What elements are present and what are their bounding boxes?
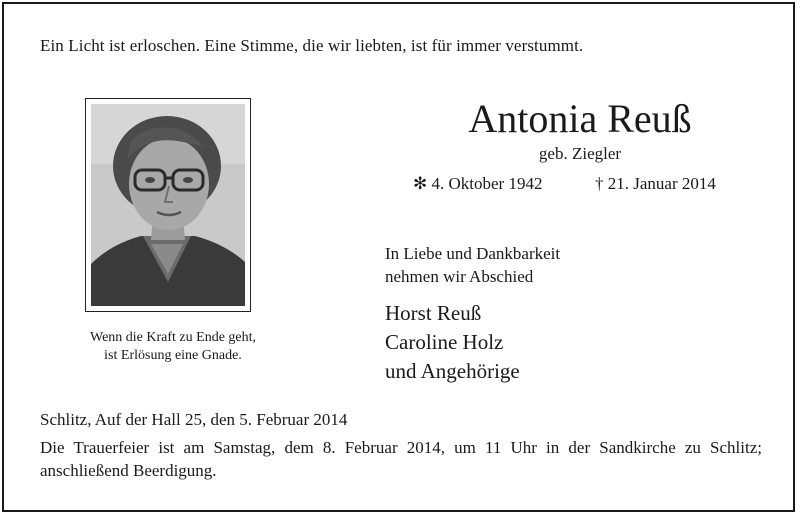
place-date: Schlitz, Auf der Hall 25, den 5. Februar 2014 [40, 410, 348, 429]
mourners-list [385, 299, 520, 386]
mourner-name: und Angehörige [385, 359, 520, 383]
photo-caption [60, 329, 286, 365]
mourner-name: Horst Reuß [385, 301, 482, 325]
portrait-photo [91, 104, 245, 306]
mourner-name: Caroline Holz [385, 330, 504, 354]
farewell-line: In Liebe und Dankbarkeit [385, 244, 561, 263]
deceased-name: Antonia Reuß [468, 96, 692, 141]
birth-name: geb. Ziegler [538, 144, 622, 163]
service-info: Die Trauerfeier ist am Samstag, dem 8. Februar 2014, um 11 Uhr in der Sandkirche zu Schlitz; anschließend Beerdigung. [40, 438, 762, 480]
death-date: † 21. Januar 2014 [595, 174, 716, 193]
motto-text: Ein Licht ist erloschen. Eine Stimme, die wir liebten, ist für immer verstummt. [40, 36, 584, 55]
caption-line: Wenn die Kraft zu Ende geht, [89, 330, 257, 345]
caption-line: ist Erlösung eine Gnade. [104, 348, 242, 363]
portrait-frame [85, 98, 251, 312]
farewell-text [385, 242, 560, 288]
farewell-line: nehmen wir Abschied [385, 267, 534, 286]
birth-date: ✻ 4. Oktober 1942 [413, 174, 543, 193]
